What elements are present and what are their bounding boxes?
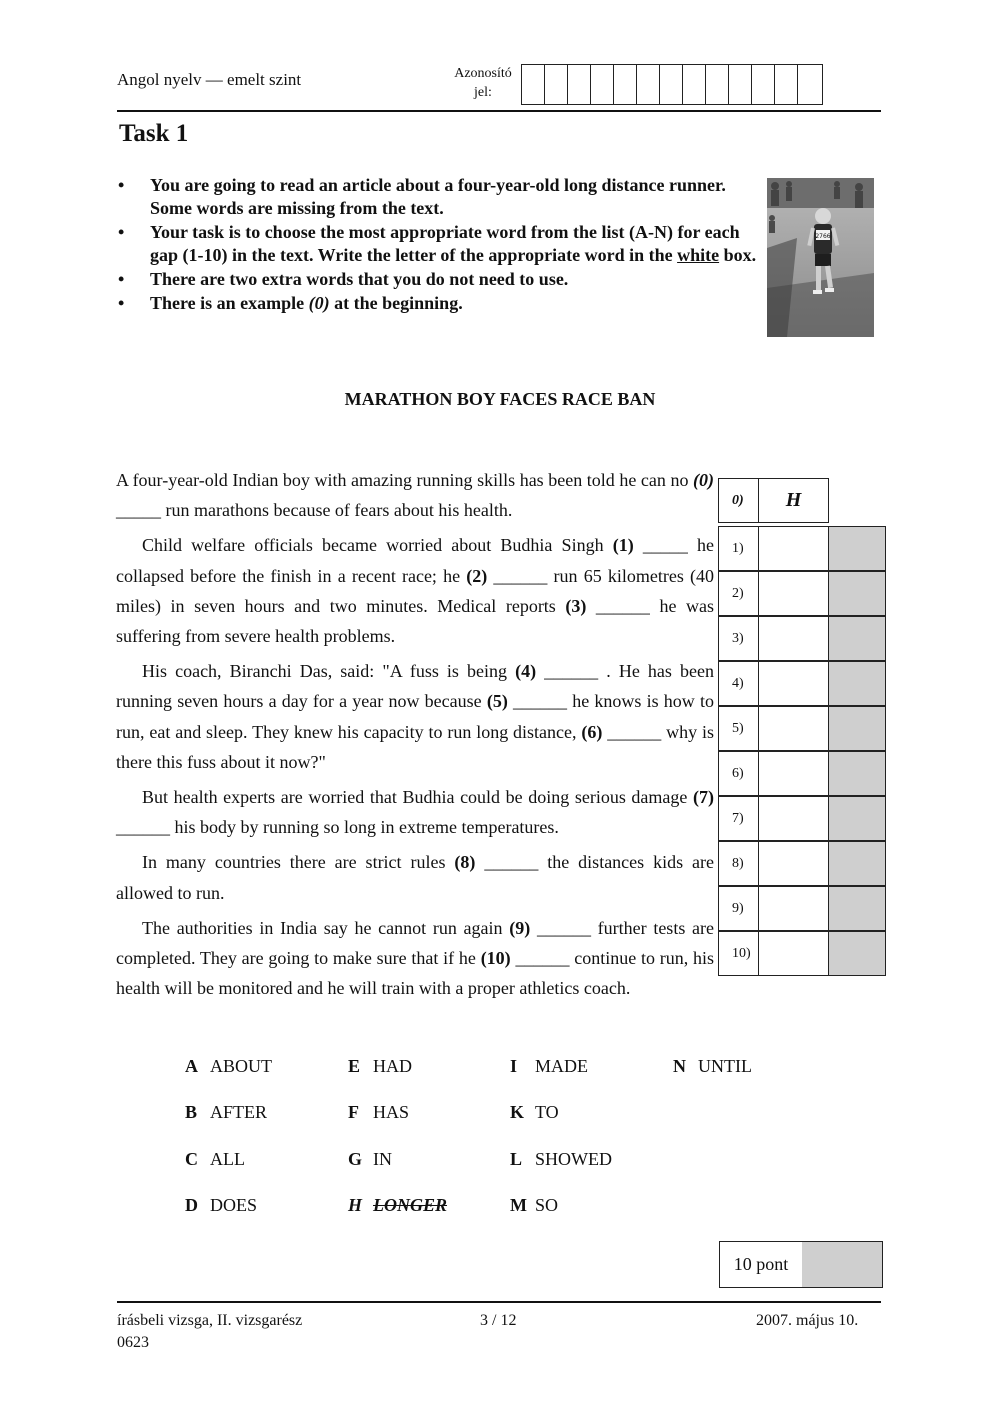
word-letter: A: [185, 1056, 198, 1076]
word-letter: E: [348, 1056, 361, 1076]
word-letter: G: [348, 1149, 363, 1169]
answer-box[interactable]: [758, 616, 829, 661]
instruction-item: [118, 268, 758, 291]
id-code-box[interactable]: [775, 65, 798, 104]
word-text: MADE: [535, 1056, 588, 1076]
article-paragraph: [116, 782, 714, 842]
answer-number: 5): [718, 706, 759, 751]
article-text: _____ run marathons because of fears about his health.: [116, 500, 513, 521]
id-code-box[interactable]: [752, 65, 775, 104]
answer-number: 9): [718, 886, 759, 931]
article-text: ______ further tests are completed. They are going to make sure that if he: [116, 917, 714, 969]
marker-box: [828, 526, 886, 571]
id-label-line1: Azonosító: [454, 66, 512, 81]
id-code-box[interactable]: [568, 65, 591, 104]
bib-number: 2766: [815, 233, 831, 240]
id-code-box[interactable]: [614, 65, 637, 104]
word-text: SO: [535, 1195, 559, 1215]
id-code-box[interactable]: [660, 65, 683, 104]
word-text: DOES: [210, 1195, 258, 1215]
score-box: [719, 1241, 883, 1288]
article-text: In many countries there are strict rules: [142, 852, 455, 873]
word-option: [348, 1149, 392, 1170]
word-text: IN: [373, 1149, 392, 1169]
marker-box: [828, 931, 886, 976]
word-letter: M: [510, 1195, 527, 1215]
article-title: MARATHON BOY FACES RACE BAN: [344, 389, 656, 409]
gap-number: (9): [509, 917, 531, 938]
marker-box: [828, 841, 886, 886]
instruction-example-ref: (0): [308, 293, 330, 313]
answer-number: 3): [718, 616, 759, 661]
word-option: [510, 1102, 559, 1123]
answer-box: H: [758, 478, 829, 523]
article-text: ______ run 65 kilometres (40 miles) in seven hours and two minutes. Medical reports: [116, 565, 714, 616]
answer-number: 7): [718, 796, 759, 841]
article-text: ______ continue to run, his health will be monitored and he will train with a proper athletics coach.: [116, 948, 714, 999]
id-code-box[interactable]: [798, 65, 822, 104]
instruction-text: Your task is to choose the most appropriate word from the list (A-N) for each gap (1-10) in the text. Write the letter of the appropriate word in the: [150, 222, 740, 265]
word-option: [348, 1102, 409, 1123]
answer-box[interactable]: [758, 661, 829, 706]
article-text: But health experts are worried that Budhia could be doing serious damage: [142, 787, 693, 808]
instruction-text: box.: [719, 245, 757, 265]
marker-box: [828, 751, 886, 796]
answer-box[interactable]: [758, 526, 829, 571]
gap-number: (6): [581, 721, 603, 742]
word-letter: L: [510, 1149, 523, 1169]
marker-box: [828, 886, 886, 931]
score-field[interactable]: [802, 1242, 882, 1287]
article-text: The authorities in India say he cannot run again: [142, 917, 510, 938]
word-letter: H: [348, 1195, 363, 1215]
article-paragraph: [116, 847, 714, 907]
answer-number: 10): [718, 931, 759, 976]
article-text: Child welfare officials became worried about Budhia Singh: [142, 535, 613, 556]
gap-number: (7): [693, 787, 714, 808]
article-body: [116, 465, 714, 1008]
article-paragraph: [116, 913, 714, 1004]
word-text: ALL: [210, 1149, 245, 1169]
word-letter: N: [673, 1056, 686, 1076]
id-code-boxes[interactable]: [521, 64, 823, 105]
marker-box: [828, 661, 886, 706]
article-text: ______ the distances kids are allowed to run.: [116, 852, 715, 903]
word-text: ABOUT: [210, 1056, 272, 1076]
article-paragraph: [116, 465, 714, 525]
word-text: HAD: [373, 1056, 412, 1076]
marker-box: [828, 796, 886, 841]
word-text: TO: [535, 1102, 559, 1122]
answer-number: 1): [718, 526, 759, 571]
instruction-text: You are going to read an article about a four-year-old long distance runner. Some words are missing from the text.: [150, 175, 726, 218]
word-letter: B: [185, 1102, 198, 1122]
article-text: His coach, Biranchi Das, said: "A fuss is being: [142, 661, 516, 682]
article-paragraph: [116, 530, 714, 651]
answer-box[interactable]: [758, 751, 829, 796]
answer-box[interactable]: [758, 931, 829, 976]
word-letter: I: [510, 1056, 518, 1076]
marker-box: [828, 571, 886, 616]
answer-box[interactable]: [758, 571, 829, 616]
answer-number: 6): [718, 751, 759, 796]
word-letter: K: [510, 1102, 525, 1122]
answer-box[interactable]: [758, 796, 829, 841]
word-option: [185, 1195, 257, 1216]
marker-box: [828, 616, 886, 661]
word-option: [348, 1195, 447, 1216]
gap-number: (1): [612, 535, 634, 556]
article-text: ______ . He has been running seven hours a day for a year now because: [116, 661, 714, 712]
gap-number: (4): [515, 661, 537, 682]
article-text: ______ why is there this fuss about it now?": [116, 721, 715, 772]
instruction-item: [118, 174, 758, 220]
gap-number: (0): [693, 470, 714, 490]
word-letter: D: [185, 1195, 198, 1215]
instruction-item: [118, 221, 758, 267]
answer-number: 2): [718, 571, 759, 616]
article-text: ______ his body by running so long in extreme temperatures.: [116, 817, 559, 838]
id-code-box[interactable]: [706, 65, 729, 104]
id-code-box[interactable]: [522, 65, 545, 104]
footer-code: 0623: [117, 1334, 149, 1351]
answer-box[interactable]: [758, 841, 829, 886]
article-text: ______ he was suffering from severe health problems.: [116, 595, 715, 647]
footer-date: 2007. május 10.: [756, 1312, 859, 1329]
instruction-item: [118, 292, 758, 315]
gap-number: (5): [486, 691, 508, 712]
article-paragraph: [116, 656, 714, 777]
word-text: LONGER: [373, 1195, 448, 1215]
answer-number: 4): [718, 661, 759, 706]
word-text: HAS: [373, 1102, 410, 1122]
id-code-box[interactable]: [545, 65, 568, 104]
instruction-text: There are two extra words that you do not need to use.: [150, 269, 569, 289]
footer-page-number: 3 / 12: [480, 1312, 517, 1329]
footer-divider: [117, 1301, 881, 1303]
word-option: [510, 1195, 558, 1216]
id-code-box[interactable]: [591, 65, 614, 104]
header-divider: [117, 110, 881, 112]
instruction-emphasis: white: [677, 245, 720, 265]
gap-number: (3): [565, 595, 587, 616]
word-text: AFTER: [210, 1102, 268, 1122]
gap-number: (8): [454, 852, 476, 873]
score-label: 10 pont: [720, 1242, 803, 1287]
word-option: [673, 1056, 752, 1077]
task-title: Task 1: [119, 120, 189, 147]
marker-box: [828, 706, 886, 751]
article-text: A four-year-old Indian boy with amazing running skills has been told he can no: [116, 470, 693, 490]
word-letter: C: [185, 1149, 198, 1169]
word-letter: F: [348, 1102, 359, 1122]
gap-number: (10): [480, 948, 511, 969]
word-option: [185, 1149, 245, 1170]
word-text: SHOWED: [535, 1149, 612, 1169]
instruction-text: There is an example: [150, 293, 309, 313]
word-option: [510, 1056, 588, 1077]
id-code-box[interactable]: [637, 65, 660, 104]
id-label-line2: jel:: [474, 85, 492, 100]
id-label: [448, 64, 518, 102]
answer-box[interactable]: [758, 886, 829, 931]
word-option: [348, 1056, 412, 1077]
word-option: [510, 1149, 612, 1170]
header-subject: Angol nyelv — emelt szint: [117, 70, 302, 89]
answer-number: 0): [718, 478, 759, 523]
article-text: ______ he knows is how to run, eat and sleep. They knew his capacity to run long distance,: [116, 691, 714, 742]
instruction-text: at the beginning.: [329, 293, 463, 313]
gap-number: (2): [466, 565, 488, 586]
answer-box[interactable]: [758, 706, 829, 751]
id-code-box[interactable]: [683, 65, 706, 104]
runner-photo: [767, 178, 874, 337]
footer-exam: írásbeli vizsga, II. vizsgarész: [117, 1312, 303, 1329]
word-option: [185, 1102, 267, 1123]
article-text: _____ he collapsed before the finish in a recent race; he: [116, 535, 714, 586]
word-option: [185, 1056, 272, 1077]
id-code-box[interactable]: [729, 65, 752, 104]
answer-number: 8): [718, 841, 759, 886]
word-text: UNTIL: [698, 1056, 752, 1076]
instruction-list: [118, 174, 758, 316]
